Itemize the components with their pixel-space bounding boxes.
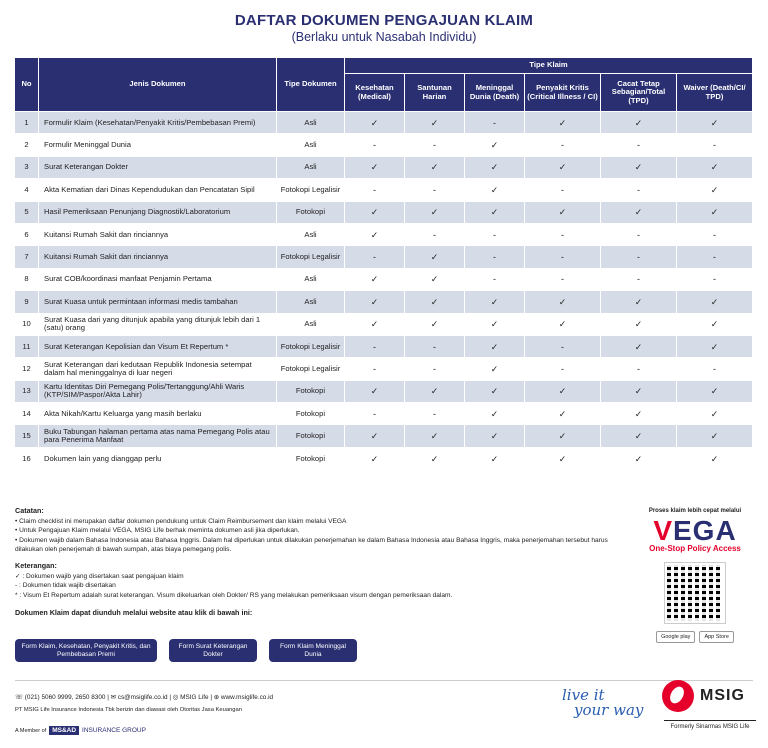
claim-cell: ✓ [601,112,677,134]
claim-cell: - [525,358,601,380]
claim-cell: ✓ [345,314,405,336]
form-meninggal-dunia-button[interactable]: Form Klaim Meninggal Dunia [269,639,357,662]
document-type: Fotokopi [277,403,345,425]
claim-cell: ✓ [345,269,405,291]
document-name: Surat Keterangan Dokter [39,157,277,179]
claim-cell: ✓ [465,179,525,201]
claim-cell: ✓ [405,381,465,403]
claim-cell: ✓ [465,336,525,358]
claim-cell: - [601,358,677,380]
col-header-claim: Penyakit Kritis (Critical Illness / CI) [525,74,601,112]
row-number: 16 [15,448,39,470]
claim-cell: ✓ [525,202,601,224]
table-row [15,381,753,403]
page-title: DAFTAR DOKUMEN PENGAJUAN KLAIM [234,12,534,29]
page-subtitle: (Berlaku untuk Nasabah Individu) [291,30,477,44]
document-name: Surat Keterangan dari kedutaan Republik Indonesia setempat dalam hal meninggalnya di luar negeri [39,358,277,380]
claim-cell: - [465,269,525,291]
claim-cell: ✓ [677,403,753,425]
claim-cell: ✓ [405,246,465,268]
claim-cell: ✓ [405,425,465,447]
document-type: Asli [277,157,345,179]
row-number: 4 [15,179,39,201]
claim-cell: ✓ [525,403,601,425]
row-number: 10 [15,314,39,336]
document-type: Fotokopi [277,202,345,224]
member-of: A Member of MS&AD INSURANCE GROUP [15,727,146,734]
google-play-badge[interactable]: Google play [656,631,695,643]
table-row [15,157,753,179]
qr-code[interactable] [665,563,725,623]
catatan-item: • Claim checklist ini merupakan daftar dokumen pendukung untuk Claim Reimbursement dan klaim melalui VEGA [15,517,347,525]
col-header-claim: Waiver (Death/CI/ TPD) [677,74,753,112]
footer-divider [15,680,753,681]
claim-cell: ✓ [525,448,601,470]
document-name: Kartu Identitas Diri Pemegang Polis/Tertanggung/Ahli Waris (KTP/SIM/Paspor/Akta Lahir) [39,381,277,403]
table-row [15,134,753,156]
col-header-doc: Jenis Dokumen [39,58,277,112]
row-number: 5 [15,202,39,224]
keterangan-item: - : Dokumen tidak wajib disertakan [15,582,116,590]
claim-cell: - [525,134,601,156]
download-title: Dokumen Klaim dapat diunduh melalui website atau klik di bawah ini: [15,608,253,618]
col-header-type: Tipe Dokumen [277,58,345,112]
claim-cell: ✓ [345,157,405,179]
document-name: Surat Kuasa untuk permintaan informasi medis tambahan [39,291,277,313]
document-type: Fotokopi [277,381,345,403]
keterangan-item: * : Visum Et Repertum adalah surat keterangan. Visum dikeluarkan oleh Dokter/ RS yang melakukan pemeriksaan visum dengan pemeriksaan dalam. [15,591,453,599]
row-number: 1 [15,112,39,134]
document-name: Kuitansi Rumah Sakit dan rinciannya [39,246,277,268]
catatan-title: Catatan: [15,506,44,515]
table-row [15,112,753,134]
claim-cell: - [601,134,677,156]
claim-cell: ✓ [465,291,525,313]
row-number: 2 [15,134,39,156]
claim-cell: ✓ [677,314,753,336]
document-type: Asli [277,291,345,313]
claim-cell: - [345,246,405,268]
table-row [15,336,753,358]
keterangan-item: ✓ : Dokumen wajib yang disertakan saat pengajuan klaim [15,572,184,580]
claim-cell: - [677,246,753,268]
table-row [15,179,753,201]
document-name: Hasil Pemeriksaan Penunjang Diagnostik/Laboratorium [39,202,277,224]
document-name: Surat COB/koordinasi manfaat Penjamin Pertama [39,269,277,291]
claim-cell: ✓ [677,448,753,470]
claim-cell: ✓ [601,291,677,313]
row-number: 3 [15,157,39,179]
col-header-group: Tipe Klaim [345,58,753,74]
document-type: Asli [277,269,345,291]
claim-cell: ✓ [465,314,525,336]
claim-cell: ✓ [677,381,753,403]
vega-logo: VEGA [653,515,737,546]
claim-cell: ✓ [525,381,601,403]
claim-cell: - [525,336,601,358]
table-row [15,246,753,268]
claim-cell: - [677,134,753,156]
claim-cell: ✓ [677,202,753,224]
document-type: Asli [277,224,345,246]
table-row [15,224,753,246]
claim-cell: - [465,112,525,134]
app-store-badge[interactable]: App Store [699,631,733,643]
claim-cell: ✓ [465,448,525,470]
keterangan-title: Keterangan: [15,560,57,570]
download-buttons [15,639,357,662]
row-number: 7 [15,246,39,268]
claim-cell: ✓ [601,336,677,358]
claim-cell: ✓ [345,224,405,246]
claim-cell: - [345,403,405,425]
claim-cell: - [525,179,601,201]
claim-cell: ✓ [465,157,525,179]
claim-cell: ✓ [677,336,753,358]
claim-cell: ✓ [405,314,465,336]
claim-cell: ✓ [405,448,465,470]
claim-cell: - [525,269,601,291]
catatan-item: • Dokumen wajib dalam Bahasa Indonesia atau Bahasa Inggris. Dalam hal diperlukan untuk dilakukan penerjemahan ke dalam Bahasa Indonesia atau Bahasa Inggris, maka penerjemahan tersebut harus dilakukan oleh penerjemah di bawah sumpah, atas biaya pemegang polis. [15,536,608,554]
claim-cell: ✓ [677,291,753,313]
document-type: Asli [277,134,345,156]
claim-cell: ✓ [601,381,677,403]
row-number: 11 [15,336,39,358]
col-header-claim: Cacat Tetap Sebagian/Total (TPD) [601,74,677,112]
document-type: Asli [277,112,345,134]
claim-cell: ✓ [345,381,405,403]
table-row [15,358,753,380]
claim-cell: - [601,179,677,201]
table-row [15,269,753,291]
claim-cell: ✓ [525,112,601,134]
row-number: 13 [15,381,39,403]
table-row [15,403,753,425]
row-number: 6 [15,224,39,246]
claim-cell: - [601,224,677,246]
claim-cell: - [465,224,525,246]
notes-section [15,506,615,619]
claim-cell: ✓ [345,425,405,447]
document-name: Surat Kuasa dari yang ditunjuk apabila yang ditunjuk lebih dari 1 (satu) orang [39,314,277,336]
col-header-no: No [15,58,39,112]
claim-cell: ✓ [525,425,601,447]
document-name: Formulir Meninggal Dunia [39,134,277,156]
document-name: Kuitansi Rumah Sakit dan rinciannya [39,224,277,246]
msig-logo: MSIG [662,680,745,712]
claim-cell: ✓ [601,425,677,447]
claim-cell: - [677,358,753,380]
form-klaim-kesehatan-button[interactable]: Form Klaim, Kesehatan, Penyakit Kritis, dan Pembebasan Premi [15,639,157,662]
document-type: Fotokopi [277,448,345,470]
claim-cell: - [601,269,677,291]
table-row [15,425,753,447]
claim-cell: ✓ [405,157,465,179]
document-name: Surat Keterangan Kepolisian dan Visum Et Repertum * [39,336,277,358]
msad-logo: MS&AD [49,726,79,735]
vega-tagline: One-Stop Policy Access [649,544,741,553]
vega-panel [636,508,754,643]
form-surat-dokter-button[interactable]: Form Surat Keterangan Dokter [169,639,257,662]
live-it-your-way: live it your way [562,686,644,719]
claim-cell: - [345,336,405,358]
claim-cell: ✓ [525,291,601,313]
claim-cell: - [465,246,525,268]
claim-cell: ✓ [405,112,465,134]
claim-cell: ✓ [405,269,465,291]
claim-cell: - [405,134,465,156]
claim-cell: - [677,224,753,246]
document-type: Asli [277,314,345,336]
claim-cell: ✓ [345,291,405,313]
document-name: Akta Kematian dari Dinas Kependudukan dan Pencatatan Sipil [39,179,277,201]
table-row [15,448,753,470]
document-name: Buku Tabungan halaman pertama atas nama Pemegang Polis atau para Penerima Manfaat [39,425,277,447]
document-name: Formulir Klaim (Kesehatan/Penyakit Kritis/Pembebasan Premi) [39,112,277,134]
claim-cell: ✓ [525,314,601,336]
claim-cell: - [345,134,405,156]
claim-cell: ✓ [465,358,525,380]
claim-cell: ✓ [345,202,405,224]
document-name: Dokumen lain yang dianggap perlu [39,448,277,470]
col-header-claim: Meninggal Dunia (Death) [465,74,525,112]
claim-cell: ✓ [601,157,677,179]
company-line: PT MSIG Life Insurance Indonesia Tbk berizin dan diawasi oleh Otoritas Jasa Keuangan [15,707,242,713]
document-type: Fotokopi [277,425,345,447]
claim-cell: ✓ [465,381,525,403]
claim-cell: ✓ [601,202,677,224]
row-number: 14 [15,403,39,425]
claim-cell: - [405,403,465,425]
claim-cell: - [601,246,677,268]
claim-cell: ✓ [345,112,405,134]
claim-cell: - [405,179,465,201]
claim-cell: - [525,224,601,246]
document-type: Fotokopi Legalisir [277,179,345,201]
document-type: Fotokopi Legalisir [277,336,345,358]
claim-cell: ✓ [465,403,525,425]
document-table [15,58,753,470]
claim-cell: ✓ [677,425,753,447]
claim-cell: - [405,358,465,380]
table-row [15,314,753,336]
claim-cell: ✓ [345,448,405,470]
claim-cell: ✓ [405,291,465,313]
claim-cell: ✓ [465,134,525,156]
formerly-text: Formerly Sinarmas MSIG Life [664,720,756,730]
row-number: 8 [15,269,39,291]
msig-mark-icon [662,680,694,712]
claim-cell: - [405,336,465,358]
document-name: Akta Nikah/Kartu Keluarga yang masih berlaku [39,403,277,425]
contact-line[interactable]: ☏ (021) 5060 9999, 2650 8300 | ✉ cs@msiglife.co.id | ◎ MSIG Life | ⊕ www.msiglife.co.id [15,694,274,701]
col-header-claim: Santunan Harian [405,74,465,112]
table-row [15,291,753,313]
claim-cell: - [345,179,405,201]
vega-caption: Proses klaim lebih cepat melalui [648,508,742,514]
document-type: Fotokopi Legalisir [277,358,345,380]
row-number: 15 [15,425,39,447]
claim-cell: ✓ [677,179,753,201]
claim-cell: ✓ [601,403,677,425]
table-row [15,202,753,224]
header [0,12,768,44]
claim-cell: - [405,224,465,246]
contact-info [15,693,273,713]
claim-cell: ✓ [405,202,465,224]
catatan-item: • Untuk Pengajuan Klaim melalui VEGA, MSIG Life berhak meminta dokumen asli jika diperlukan. [15,527,300,535]
claim-cell: - [677,269,753,291]
claim-cell: ✓ [465,202,525,224]
document-type: Fotokopi Legalisir [277,246,345,268]
col-header-claim: Kesehatan (Medical) [345,74,405,112]
claim-cell: ✓ [601,314,677,336]
claim-cell: ✓ [525,157,601,179]
row-number: 12 [15,358,39,380]
claim-cell: - [525,246,601,268]
claim-cell: ✓ [677,112,753,134]
claim-cell: ✓ [677,157,753,179]
claim-cell: ✓ [465,425,525,447]
row-number: 9 [15,291,39,313]
claim-cell: ✓ [601,448,677,470]
claim-cell: - [345,358,405,380]
